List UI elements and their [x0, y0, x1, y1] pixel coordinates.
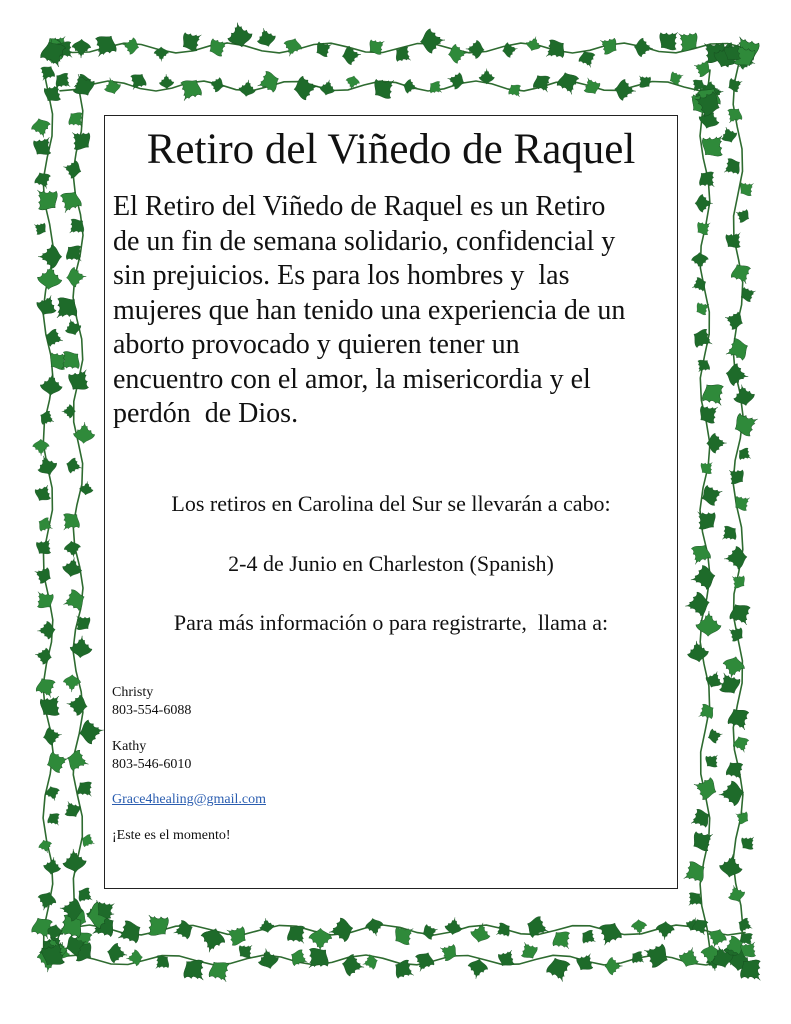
- ivy-leaf-icon: [35, 889, 59, 913]
- intro-line: sin prejuicios. Es para los hombres y las: [113, 260, 570, 291]
- ivy-leaf-icon: [389, 920, 419, 950]
- ivy-leaf-icon: [426, 78, 446, 98]
- ivy-leaf-icon: [686, 540, 715, 569]
- ivy-leaf-icon: [44, 809, 64, 829]
- ivy-leaf-icon: [717, 522, 741, 546]
- ivy-leaf-icon: [690, 773, 720, 803]
- ivy-leaf-icon: [722, 308, 746, 332]
- ivy-leaf-icon: [34, 688, 68, 722]
- ivy-leaf-icon: [667, 68, 686, 87]
- ivy-leaf-icon: [63, 363, 96, 396]
- ivy-leaf-icon: [238, 79, 257, 98]
- intro-line: El Retiro del Viñedo de Raquel es un Retiro: [113, 191, 606, 222]
- ivy-leaf-icon: [722, 757, 749, 784]
- intro-line: encuentro con el amor, la misericordia y el: [113, 363, 591, 395]
- ivy-leaf-icon: [36, 62, 58, 84]
- intro-line: de un fin de semana solidario, confidencial y: [113, 225, 616, 257]
- ivy-leaf-icon: [318, 78, 337, 97]
- ivy-leaf-icon: [125, 70, 150, 95]
- ivy-leaf-icon: [102, 75, 123, 96]
- info-prompt: Para más información o para registrarte, llama a:: [173, 610, 609, 635]
- ivy-leaf-icon: [690, 504, 721, 535]
- ivy-leaf-icon: [594, 918, 626, 950]
- ivy-leaf-icon: [60, 586, 88, 614]
- ivy-leaf-icon: [327, 916, 355, 944]
- ivy-leaf-icon: [691, 252, 709, 270]
- ivy-leaf-icon: [402, 78, 419, 95]
- ivy-leaf-icon: [43, 784, 62, 803]
- ivy-leaf-icon: [30, 219, 49, 238]
- ivy-leaf-icon: [29, 116, 53, 140]
- ivy-leaf-icon: [64, 108, 88, 132]
- ivy-leaf-icon: [225, 20, 254, 49]
- flyer-title: Retiro del Viñedo de Raquel: [146, 126, 636, 173]
- ivy-leaf-icon: [204, 956, 236, 988]
- ivy-leaf-icon: [64, 747, 91, 774]
- ivy-leaf-icon: [174, 74, 207, 107]
- contact-name: Kathy: [112, 739, 147, 754]
- ivy-leaf-icon: [35, 515, 56, 536]
- flyer-content-box: [104, 115, 678, 889]
- ivy-leaf-icon: [718, 853, 744, 879]
- ivy-leaf-icon: [706, 727, 724, 745]
- ivy-leaf-icon: [447, 43, 468, 64]
- ivy-leaf-icon: [578, 927, 600, 949]
- ivy-leaf-icon: [61, 241, 88, 268]
- ivy-leaf-icon: [420, 922, 440, 942]
- ivy-leaf-icon: [281, 36, 304, 59]
- ivy-leaf-icon: [37, 838, 54, 855]
- ivy-leaf-icon: [614, 78, 637, 101]
- intro-line: mujeres que han tenido una experiencia de un: [113, 294, 626, 326]
- ivy-leaf-icon: [628, 948, 648, 968]
- ivy-leaf-icon: [31, 564, 54, 587]
- ivy-leaf-icon: [150, 951, 173, 974]
- email-link[interactable]: Grace4healing@gmail.com: [112, 792, 266, 807]
- ivy-leaf-icon: [73, 421, 96, 444]
- ivy-leaf-icon: [633, 37, 653, 57]
- ivy-leaf-icon: [69, 635, 93, 659]
- closing-text: ¡Este es el momento!: [112, 828, 231, 843]
- ivy-leaf-icon: [525, 34, 543, 52]
- ivy-leaf-icon: [694, 701, 717, 724]
- ivy-leaf-icon: [390, 956, 419, 985]
- ivy-leaf-icon: [727, 260, 755, 288]
- contact-phone: 803-546-6010: [112, 757, 192, 772]
- ivy-leaf-icon: [39, 373, 63, 397]
- intro-line: perdón de Dios.: [113, 398, 299, 429]
- ivy-leaf-icon: [32, 534, 57, 559]
- ivy-leaf-icon: [364, 916, 385, 937]
- ivy-leaf-icon: [65, 693, 88, 716]
- ivy-leaf-icon: [695, 611, 721, 637]
- intro-line: aborto provocado y quieren tener un: [113, 329, 520, 360]
- ivy-leaf-icon: [605, 957, 623, 975]
- ivy-leaf-icon: [689, 325, 717, 353]
- ivy-leaf-icon: [207, 75, 226, 94]
- ivy-leaf-icon: [171, 918, 195, 942]
- ivy-leaf-icon: [540, 35, 570, 65]
- ivy-leaf-icon: [723, 546, 748, 571]
- ivy-leaf-icon: [139, 907, 175, 943]
- ivy-leaf-icon: [639, 938, 672, 971]
- ivy-leaf-icon: [256, 946, 281, 971]
- ivy-leaf-icon: [595, 32, 621, 58]
- ivy-leaf-icon: [34, 452, 60, 478]
- ivy-leaf-icon: [737, 831, 759, 853]
- retreat-date: 2-4 de Junio en Charleston (Spanish): [228, 551, 554, 576]
- ivy-leaf-icon: [688, 825, 719, 856]
- ivy-leaf-icon: [655, 921, 675, 941]
- ivy-leaf-icon: [573, 949, 599, 975]
- ivy-leaf-icon: [177, 953, 212, 988]
- ivy-leaf-icon: [72, 39, 92, 59]
- ivy-leaf-icon: [65, 124, 96, 155]
- ivy-leaf-icon: [38, 245, 62, 269]
- ivy-leaf-icon: [702, 750, 723, 771]
- ivy-leaf-icon: [288, 946, 312, 970]
- ivy-leaf-icon: [365, 34, 390, 59]
- ivy-leaf-icon: [63, 540, 82, 559]
- ivy-leaf-icon: [32, 674, 60, 702]
- ivy-leaf-icon: [677, 944, 703, 970]
- ivy-leaf-icon: [678, 857, 710, 889]
- ivy-leaf-icon: [465, 40, 484, 59]
- ivy-leaf-icon: [222, 921, 251, 950]
- ivy-leaf-icon: [368, 71, 401, 104]
- ivy-leaf-icon: [70, 610, 94, 634]
- ivy-leaf-icon: [411, 949, 438, 976]
- ivy-leaf-icon: [419, 28, 445, 54]
- ivy-leaf-icon: [30, 585, 58, 613]
- contact-name: Christy: [112, 685, 154, 700]
- ivy-leaf-icon: [722, 335, 752, 365]
- ivy-leaf-icon: [258, 917, 275, 934]
- ivy-leaf-icon: [56, 508, 85, 537]
- ivy-leaf-icon: [718, 124, 739, 145]
- ivy-leaf-icon: [689, 564, 717, 592]
- ivy-leaf-icon: [524, 913, 553, 942]
- ivy-leaf-icon: [106, 942, 129, 965]
- ivy-leaf-icon: [61, 848, 87, 874]
- ivy-leaf-icon: [42, 856, 62, 876]
- ivy-vine: [73, 90, 83, 920]
- ivy-leaf-icon: [42, 725, 63, 746]
- ivy-leaf-icon: [55, 187, 86, 218]
- ivy-leaf-icon: [693, 356, 713, 376]
- ivy-leaf-icon: [543, 954, 574, 985]
- retreats-intro: Los retiros en Carolina del Sur se llevarán a cabo:: [171, 491, 611, 516]
- ivy-leaf-icon: [580, 74, 603, 97]
- ivy-leaf-icon: [36, 263, 63, 290]
- ivy-leaf-icon: [469, 921, 493, 945]
- ivy-leaf-icon: [68, 69, 99, 100]
- ivy-leaf-icon: [723, 704, 755, 736]
- ivy-leaf-icon: [254, 68, 282, 96]
- ivy-leaf-icon: [341, 953, 366, 978]
- ivy-leaf-icon: [61, 158, 83, 180]
- ivy-leaf-icon: [120, 36, 140, 56]
- ivy-leaf-icon: [254, 26, 277, 49]
- ivy-leaf-icon: [309, 928, 332, 951]
- ivy-leaf-icon: [436, 940, 461, 965]
- ivy-leaf-icon: [293, 74, 320, 101]
- contact-phone: 803-554-6088: [112, 703, 192, 718]
- ivy-leaf-icon: [731, 382, 756, 407]
- ivy-leaf-icon: [33, 291, 60, 318]
- ivy-leaf-icon: [694, 167, 721, 194]
- ivy-leaf-icon: [313, 37, 336, 60]
- ivy-leaf-icon: [88, 30, 121, 63]
- ivy-leaf-icon: [282, 920, 312, 950]
- intro-paragraph: [113, 190, 685, 432]
- ivy-leaf-icon: [44, 748, 71, 775]
- ivy-leaf-icon: [725, 599, 757, 631]
- ivy-leaf-icon: [723, 463, 748, 488]
- ivy-leaf-icon: [33, 439, 50, 456]
- ivy-leaf-icon: [494, 945, 519, 970]
- ivy-leaf-icon: [730, 408, 763, 441]
- ivy-leaf-icon: [686, 639, 710, 663]
- ivy-leaf-icon: [79, 480, 95, 496]
- ivy-leaf-icon: [697, 457, 717, 477]
- ivy-leaf-icon: [159, 74, 174, 89]
- ivy-leaf-icon: [64, 214, 89, 239]
